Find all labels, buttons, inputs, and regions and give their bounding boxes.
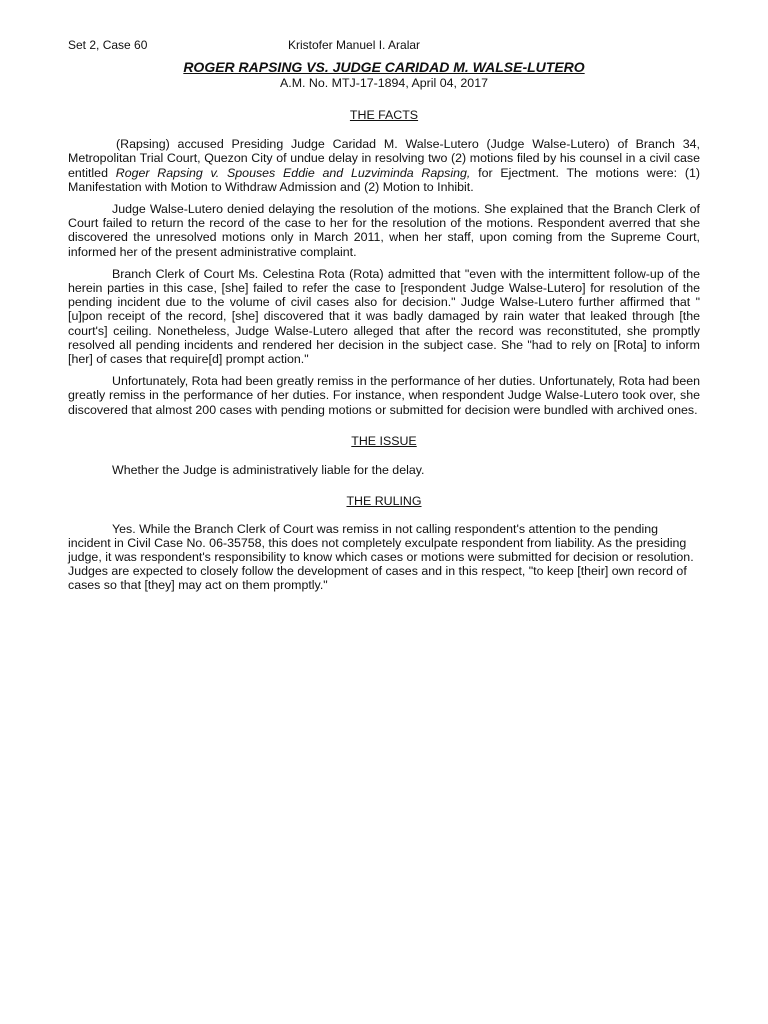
facts-heading: THE FACTS	[349, 108, 419, 122]
issue-paragraph: Whether the Judge is administratively liable for the delay.	[112, 463, 425, 478]
facts-p1-text-b: for Ejectment. The motions were: (1) Manifestation with Motion to Withdraw Admission and (2) Motion to Inhibit.	[68, 165, 701, 194]
ruling-heading: THE RULING	[346, 494, 422, 509]
page-header	[68, 38, 421, 52]
issue-heading: THE ISSUE	[351, 433, 417, 448]
case-reference: Set 2, Case 60	[68, 38, 148, 52]
case-entitled-name: Roger Rapsing v. Spouses Eddie and Luzviminda Rapsing,	[115, 165, 471, 180]
author-name: Kristofer Manuel I. Aralar	[288, 38, 421, 52]
case-citation: A.M. No. MTJ-17-1894, April 04, 2017	[280, 76, 488, 90]
facts-paragraph-3: Branch Clerk of Court Ms. Celestina Rota (Rota) admitted that "even with the intermittent follow-up of the herein parties in this case, [she] failed to refer the case to [respondent Judge Walse-Lutero] for resolution of the pending incident due to the volume of civil cases also for decision." Judge Walse-Lutero further affirmed that "[u]pon receipt of the record, [she] discovered that it was badly damaged by rain water that leaked through [the court's] ceiling. Nonetheless, Judge Walse-Lutero alleged that after the record was reconstituted, she promptly resolved all pending incidents and rendered her decision in the subject case. She "had to rely on [Rota] to inform [her] of cases that require[d] prompt action."	[68, 266, 700, 367]
facts-paragraph-2: Judge Walse-Lutero denied delaying the resolution of the motions. She explained that the Branch Clerk of Court failed to return the record of the case to her for the resolution of the motions. Respondent averred that she discovered the unresolved motions only in March 2011, when her staff, upon coming from the Supreme Court, informed her of the present administrative complaint.	[68, 202, 700, 259]
document-body	[68, 58, 700, 600]
facts-paragraph-4: Unfortunately, Rota had been greatly remiss in the performance of her duties. Unfortunately, Rota had been greatly remiss in the performance of her duties. For instance, when respondent Judge Walse-Lutero took over, she discovered that almost 200 cases with pending motions or submitted for decision were bundled with archived ones.	[68, 374, 700, 417]
ruling-paragraph: Yes. While the Branch Clerk of Court was remiss in not calling respondent's attention to the pending incident in Civil Case No. 06-35758, this does not completely exculpate respondent from liability. As the presiding judge, it was respondent's responsibility to know which cases or motions were submitted for decision or resolution. Judges are expected to closely follow the development of cases and in this respect, "to keep [their] own record of cases so that [they] may act on them promptly."	[68, 522, 694, 592]
case-title: ROGER RAPSING VS. JUDGE CARIDAD M. WALSE-LUTERO	[183, 59, 585, 75]
facts-paragraph-1	[68, 137, 700, 194]
facts-p1-text-a: (Rapsing) accused Presiding Judge Caridad M. Walse-Lutero (Judge Walse-Lutero) of Branch 34, Metropolitan Trial Court, Quezon City of undue delay in resolving two (2) motions filed by his counsel in a civil case entitled	[68, 137, 700, 180]
